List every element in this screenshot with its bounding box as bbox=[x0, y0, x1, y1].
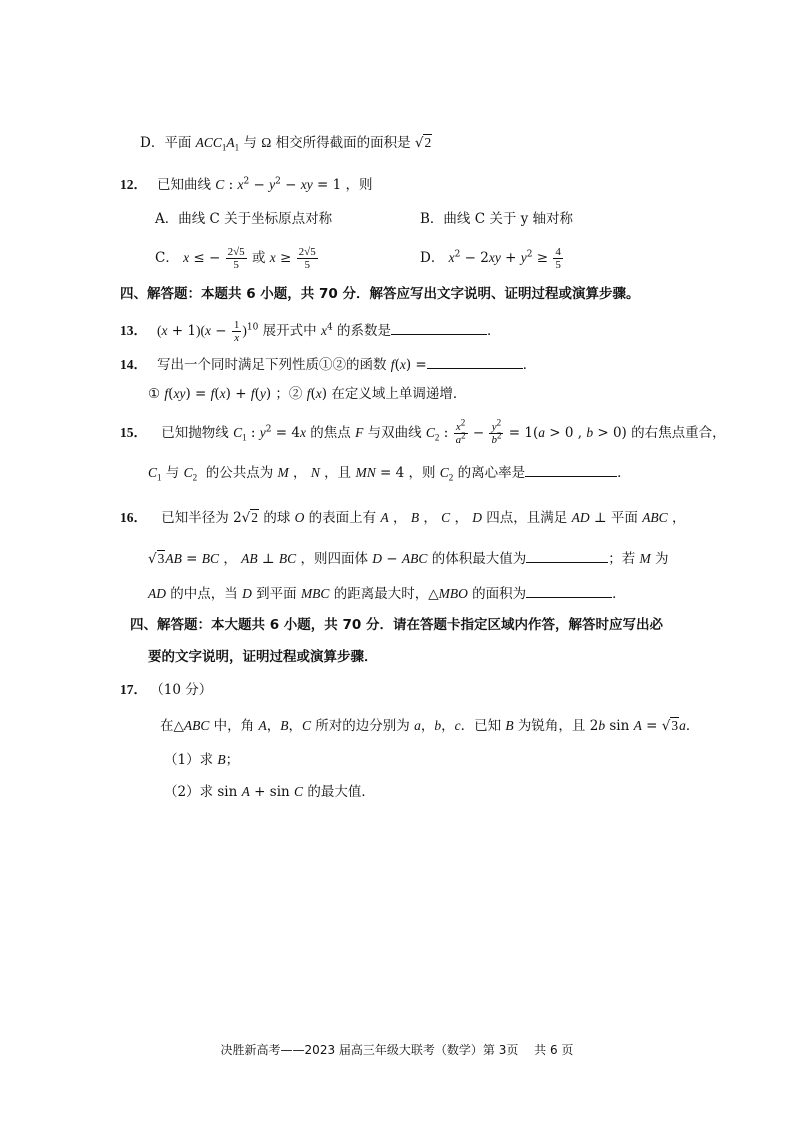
q17-points: （10 分） bbox=[157, 682, 213, 698]
q17-part1: （1）求 B； bbox=[164, 752, 240, 768]
q16-line3: AD 的中点，当 D 到平面 MBC 的距离最大时，△MBO 的面积为 ． bbox=[148, 583, 626, 604]
q14-conditions: ① f(xy) = f(x) + f(y) ；② f(x) 在定义域上单调递增． bbox=[148, 386, 467, 402]
q16-line1: 16． 已知半径为 2√2 的球 O 的表面上有 A ， B ， C ， D 四点，且满足 AD ⊥ 平面 ABC ， bbox=[120, 510, 686, 526]
section-heading: 四、解答题：本题共 6 小题，共 70 分．解答应写出文字说明、证明过程或演算步骤。 bbox=[120, 286, 640, 302]
q12-option-b: B．曲线 C 关于 y 轴对称 bbox=[420, 211, 574, 227]
q12-option-c: C． x ≤ − $\frac{2√5}{5}$ 或 x ≥ $\frac{2√5}{5}$ bbox=[155, 246, 316, 271]
page-footer: 决胜新高考——2023 届高三年级大联考（数学）第 3页 共 6 页 bbox=[220, 1043, 574, 1057]
q16-line2: √3AB = BC ， AB ⊥ BC ，则四面体 D − ABC 的体积最大值为 ；若 M 为 bbox=[148, 548, 669, 569]
q12-option-d: D． $x^2 - 2xy + y^2$ ≥ $\frac{4}{5}$ bbox=[420, 246, 561, 271]
q15-line1: 15． 已知抛物线 $C_1$ : $y^2 = 4x$ 的焦点 F 与双曲线 $C_2$ : $\frac{x^2}{a^2}$ − $\frac{y^2}{b^2}$ = 1(a > 0 , b > 0) 的右焦点重合， bbox=[120, 417, 726, 446]
q17-number: 17． bbox=[120, 682, 147, 697]
section-heading-2-line2: 要的文字说明，证明过程或演算步骤． bbox=[148, 649, 378, 665]
q15-line2: $C_1$ 与 $C_2$ 的公共点为 M ， N ，且 MN = 4 ，则 $C_2$ 的离心率是 ． bbox=[148, 462, 631, 483]
q17-part2: （2）求 sin A + sin C 的最大值． bbox=[164, 784, 375, 800]
q11-option-d: D．平面 $ACC_1A_1$ 与 Ω 相交所得截面的面积是 √2 bbox=[140, 135, 432, 153]
q14-stem: 14． 写出一个同时满足下列性质①②的函数 f(x) = ． bbox=[120, 354, 536, 375]
q13: 13． (x + 1)(x − $\frac{1}{x}$ )$^{10}$ 展开式中 $x^4$ 的系数是 ． bbox=[120, 319, 501, 344]
q17-header bbox=[120, 680, 212, 700]
q12-stem: 12． 已知曲线 C : $x^2 - y^2$ − xy = 1 ，则 bbox=[120, 176, 373, 193]
q12-option-a: A．曲线 C 关于坐标原点对称 bbox=[155, 211, 333, 227]
section-heading-2-line1: 四、解答题：本大题共 6 小题，共 70 分．请在答题卡指定区域内作答，解答时应写出必 bbox=[130, 617, 663, 633]
q17-stem: 在△ABC 中，角 A，B，C 所对的边分别为 a，b，c．已知 B 为锐角，且 2b sin A = √3a． bbox=[160, 718, 700, 734]
